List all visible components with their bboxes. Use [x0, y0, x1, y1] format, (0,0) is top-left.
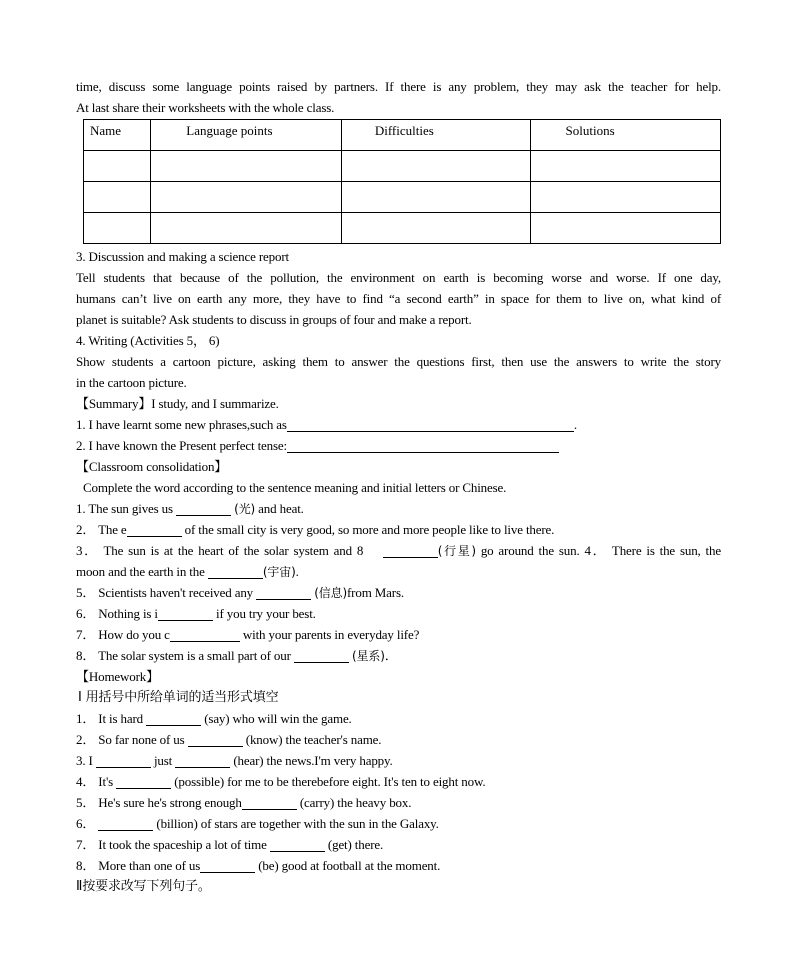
- table-cell[interactable]: [530, 182, 720, 213]
- table-cell[interactable]: [341, 151, 530, 182]
- header-difficulties: Difficulties: [341, 120, 530, 151]
- consolidation-item-6: 6． Nothing is i if you try your best.: [76, 606, 316, 621]
- table-cell[interactable]: [151, 182, 342, 213]
- summary-heading: 【Summary】I study, and I summarize.: [76, 396, 279, 411]
- section-4-line-2: in the cartoon picture.: [76, 375, 187, 390]
- answer-blank[interactable]: [176, 501, 231, 516]
- homework-item-5: 5． He's sure he's strong enough (carry) the heavy box.: [76, 795, 412, 810]
- homework-item-8: 8． More than one of us (be) good at football at the moment.: [76, 858, 441, 873]
- answer-blank[interactable]: [158, 606, 213, 621]
- header-name: Name: [84, 120, 151, 151]
- consolidation-item-8: 8． The solar system is a small part of our (星系)．: [76, 648, 398, 663]
- table-row: [84, 151, 721, 182]
- document-page: [76, 76, 721, 897]
- answer-blank[interactable]: [98, 816, 153, 831]
- homework-part-2-title: Ⅱ按要求改写下列句子。: [76, 879, 211, 894]
- answer-blank[interactable]: [287, 438, 559, 453]
- answer-blank[interactable]: [127, 522, 182, 537]
- table-row: [84, 182, 721, 213]
- section-3-line-3: planet is suitable? Ask students to discuss in groups of four and make a report.: [76, 312, 472, 327]
- table-cell[interactable]: [151, 151, 342, 182]
- answer-blank[interactable]: [208, 564, 263, 579]
- header-solutions: Solutions: [530, 120, 720, 151]
- table-cell[interactable]: [341, 182, 530, 213]
- homework-part-1-title: Ⅰ 用括号中所给单词的适当形式填空: [78, 690, 279, 705]
- answer-blank[interactable]: [383, 543, 438, 558]
- answer-blank[interactable]: [170, 627, 240, 642]
- table-row: [84, 213, 721, 244]
- consolidation-item-7: 7． How do you c with your parents in everyday life?: [76, 627, 420, 642]
- worksheet-table: [83, 119, 721, 244]
- section-3-title: 3. Discussion and making a science report: [76, 249, 289, 264]
- answer-blank[interactable]: [200, 858, 255, 873]
- section-3-line-1: Tell students that because of the pollution, the environment on earth is becoming worse and worse. If one day,: [76, 270, 721, 285]
- intro-paragraph: [76, 76, 721, 118]
- homework-item-4: 4． It's (possible) for me to be therebefore eight. It's ten to eight now.: [76, 774, 486, 789]
- answer-blank[interactable]: [175, 753, 230, 768]
- answer-blank[interactable]: [256, 585, 311, 600]
- intro-line-1: time, discuss some language points raised by partners. If there is any problem, they may ask the teacher for help.: [76, 79, 721, 94]
- table-cell[interactable]: [84, 213, 151, 244]
- consolidation-item-3-cont: moon and the earth in the (宇宙).: [76, 564, 299, 579]
- table-cell[interactable]: [151, 213, 342, 244]
- table-cell[interactable]: [84, 151, 151, 182]
- header-language-points: Language points: [151, 120, 342, 151]
- consolidation-item-3: 3． The sun is at the heart of the solar system and 8 (行星) go around the sun. 4． There is the sun, the: [76, 543, 721, 558]
- answer-blank[interactable]: [287, 417, 574, 432]
- section-4-line-1: Show students a cartoon picture, asking them to answer the questions first, then use the answers to write the story: [76, 354, 721, 369]
- homework-item-7: 7． It took the spaceship a lot of time (get) there.: [76, 837, 384, 852]
- answer-blank[interactable]: [96, 753, 151, 768]
- answer-blank[interactable]: [188, 732, 243, 747]
- table-header-row: [84, 120, 721, 151]
- homework-item-2: 2． So far none of us (know) the teacher's name.: [76, 732, 382, 747]
- homework-heading: 【Homework】: [76, 669, 159, 684]
- answer-blank[interactable]: [146, 711, 201, 726]
- table-cell[interactable]: [530, 151, 720, 182]
- summary-item-2: 2. I have known the Present perfect tense:: [76, 435, 721, 456]
- section-3-body: [76, 267, 721, 330]
- intro-line-2: At last share their worksheets with the whole class.: [76, 100, 335, 115]
- summary-item-1: 1. I have learnt some new phrases,such as .: [76, 417, 577, 432]
- consolidation-instruction: Complete the word according to the sentence meaning and initial letters or Chinese.: [83, 480, 507, 495]
- section-4-body: [76, 351, 721, 393]
- consolidation-heading: 【Classroom consolidation】: [76, 459, 228, 474]
- answer-blank[interactable]: [242, 795, 297, 810]
- consolidation-item-5: 5． Scientists haven't received any (信息)from Mars.: [76, 585, 404, 600]
- section-4-title: 4. Writing (Activities 5， 6): [76, 333, 220, 348]
- answer-blank[interactable]: [270, 837, 325, 852]
- consolidation-item-1: 1. The sun gives us (光) and heat.: [76, 501, 304, 516]
- homework-item-1: 1． It is hard (say) who will win the game.: [76, 711, 352, 726]
- answer-blank[interactable]: [294, 648, 349, 663]
- answer-blank[interactable]: [116, 774, 171, 789]
- homework-item-6: 6． (billion) of stars are together with the sun in the Galaxy.: [76, 816, 439, 831]
- consolidation-item-2: 2． The e of the small city is very good, so more and more people like to live there.: [76, 522, 555, 537]
- homework-item-3: 3. I just (hear) the news.I'm very happy.: [76, 753, 393, 768]
- table-cell[interactable]: [341, 213, 530, 244]
- section-3-line-2: humans can’t live on earth any more, they have to find “a second earth” in space for them to live on, what kind of: [76, 291, 721, 306]
- table-cell[interactable]: [530, 213, 720, 244]
- table-cell[interactable]: [84, 182, 151, 213]
